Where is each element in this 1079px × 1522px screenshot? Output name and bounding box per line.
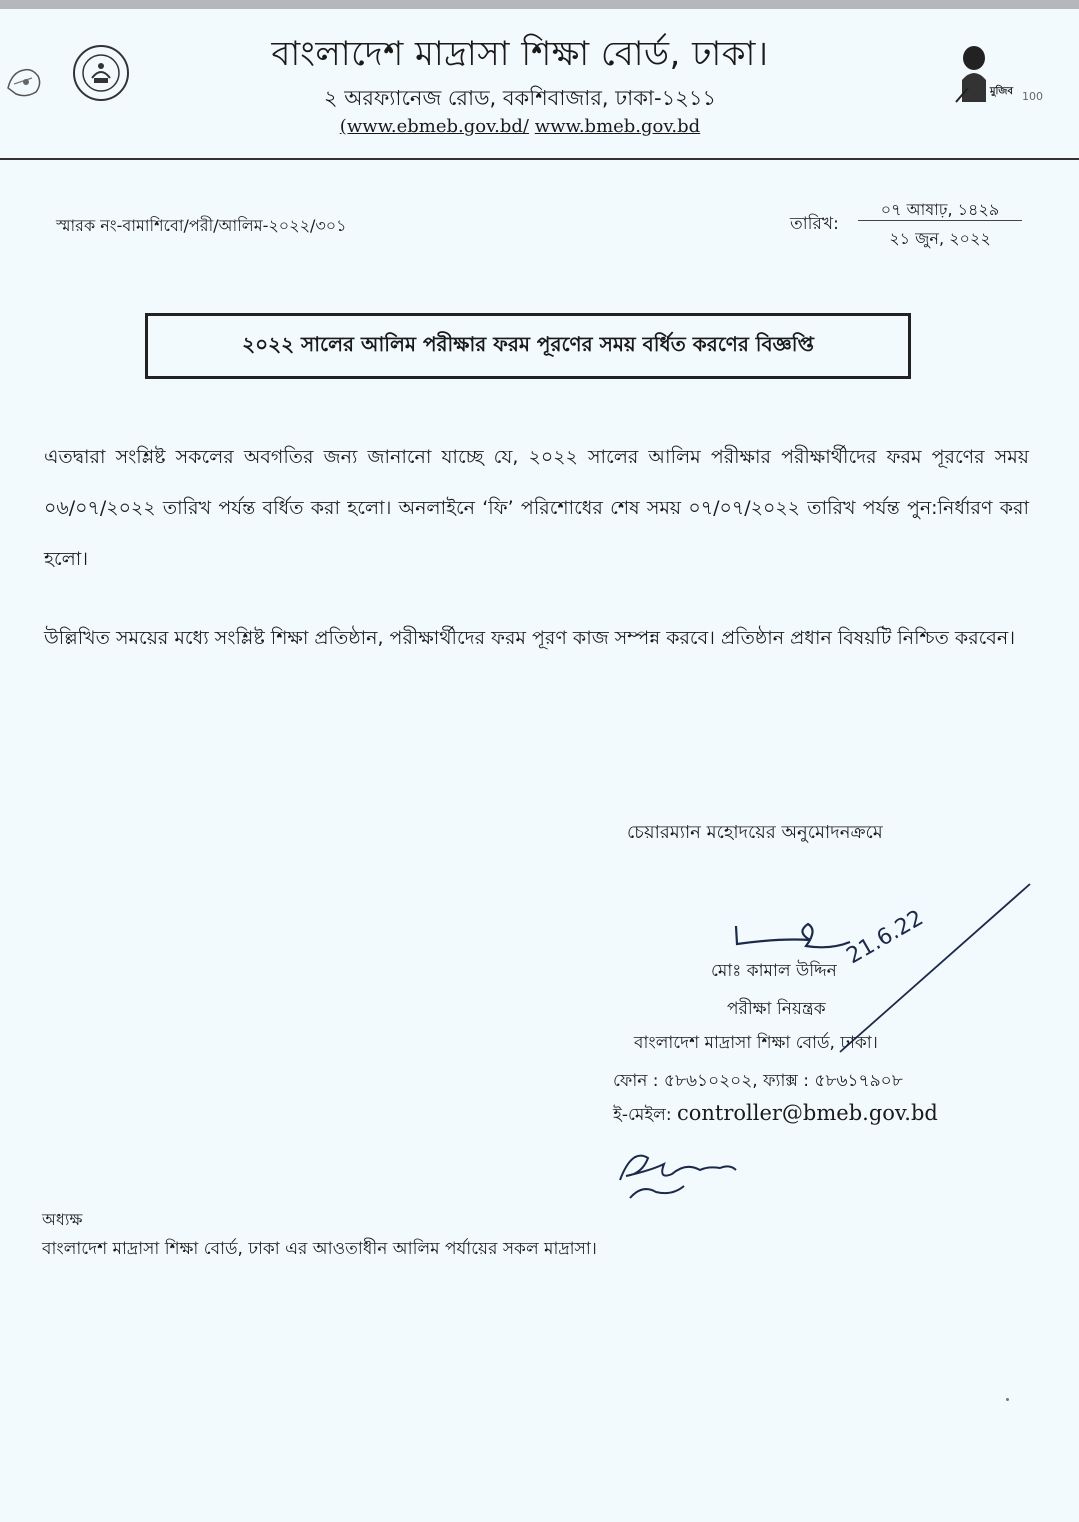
- signatory-phone-fax: ফোন : ৫৮৬১০২০২, ফ্যাক্স : ৫৮৬১৭৯০৮: [613, 1071, 903, 1091]
- email-label: ই-মেইল:: [613, 1105, 672, 1125]
- board-seal-icon: [72, 44, 130, 102]
- svg-text:মুজিব: মুজিব: [990, 86, 1013, 97]
- approval-line: চেয়ারম্যান মহোদয়ের অনুমোদনক্রমে: [627, 822, 883, 843]
- website-link-bmeb[interactable]: www.bmeb.gov.bd: [534, 116, 701, 137]
- notice-title: ২০২২ সালের আলিম পরীক্ষার ফরম পূরণের সময় বর্ধিত করণের বিজ্ঞপ্তি: [242, 331, 814, 356]
- website-link-ebmeb[interactable]: (www.ebmeb.gov.bd/: [339, 116, 529, 137]
- signatory-email-line: [613, 1101, 1013, 1130]
- body-paragraph-2: উল্লিখিত সময়ের মধ্যে সংশ্লিষ্ট শিক্ষা প্রতিষ্ঠান, পরীক্ষার্থীদের ফরম পূরণ কাজ সম্পন্ন করবে। প্রতিষ্ঠান প্রধান বিষয়টি নিশ্চিত করবেন।: [44, 627, 1016, 649]
- header-divider: [0, 158, 1079, 160]
- date-divider: [858, 220, 1022, 221]
- board-address: ২ অরফ্যানেজ রোড, বকশিবাজার, ঢাকা-১২১১: [323, 86, 717, 110]
- svg-text:100: 100: [1022, 90, 1043, 103]
- board-websites: [150, 116, 890, 137]
- date-label: তারিখ:: [790, 214, 839, 234]
- date-bangla: ০৭ আষাঢ়, ১৪২৯: [880, 200, 1000, 219]
- signatory-designation: পরীক্ষা নিয়ন্ত্রক: [727, 999, 826, 1019]
- board-title: বাংলাদেশ মাদ্রাসা শিক্ষা বোর্ড, ঢাকা।: [271, 34, 769, 74]
- date-english: ২১ জুন, ২০২২: [889, 229, 991, 248]
- mujib-100-logo-icon: [952, 40, 1044, 106]
- initial-signature: [612, 1140, 742, 1204]
- signature-date: 21.6.22: [842, 905, 928, 970]
- recipient-organization: বাংলাদেশ মাদ্রাসা শিক্ষা বোর্ড, ঢাকা এর আওতাধীন আলিম পর্যায়ের সকল মাদ্রাসা।: [42, 1239, 597, 1259]
- scan-speck: [1006, 1398, 1009, 1401]
- signatory-name: মোঃ কামাল উদ্দিন: [711, 961, 837, 981]
- recipient-label: অধ্যক্ষ: [42, 1210, 83, 1229]
- notice-title-box: [145, 313, 911, 379]
- email-address[interactable]: controller@bmeb.gov.bd: [676, 1101, 938, 1125]
- small-emblem-icon: [2, 58, 46, 102]
- body-paragraph-1: এতদ্বারা সংশ্লিষ্ট সকলের অবগতির জন্য জানানো যাচ্ছে যে, ২০২২ সালের আলিম পরীক্ষার পরীক্ষার্থীদের ফরম পূরণের সময় ০৬/০৭/২০২২ তারিখ পর্যন্ত বর্ধিত করা হলো। অনলাইনে ‘ফি’ পরিশোধের শেষ সময় ০৭/০৭/২০২২ তারিখ পর্যন্ত পুন:নির্ধারণ করা হলো।: [44, 446, 1029, 570]
- scan-top-border: [0, 0, 1079, 9]
- memo-number: স্মারক নং-বামাশিবো/পরী/আলিম-২০২২/৩০১: [56, 216, 347, 235]
- signatory-organization: বাংলাদেশ মাদ্রাসা শিক্ষা বোর্ড, ঢাকা।: [634, 1033, 878, 1053]
